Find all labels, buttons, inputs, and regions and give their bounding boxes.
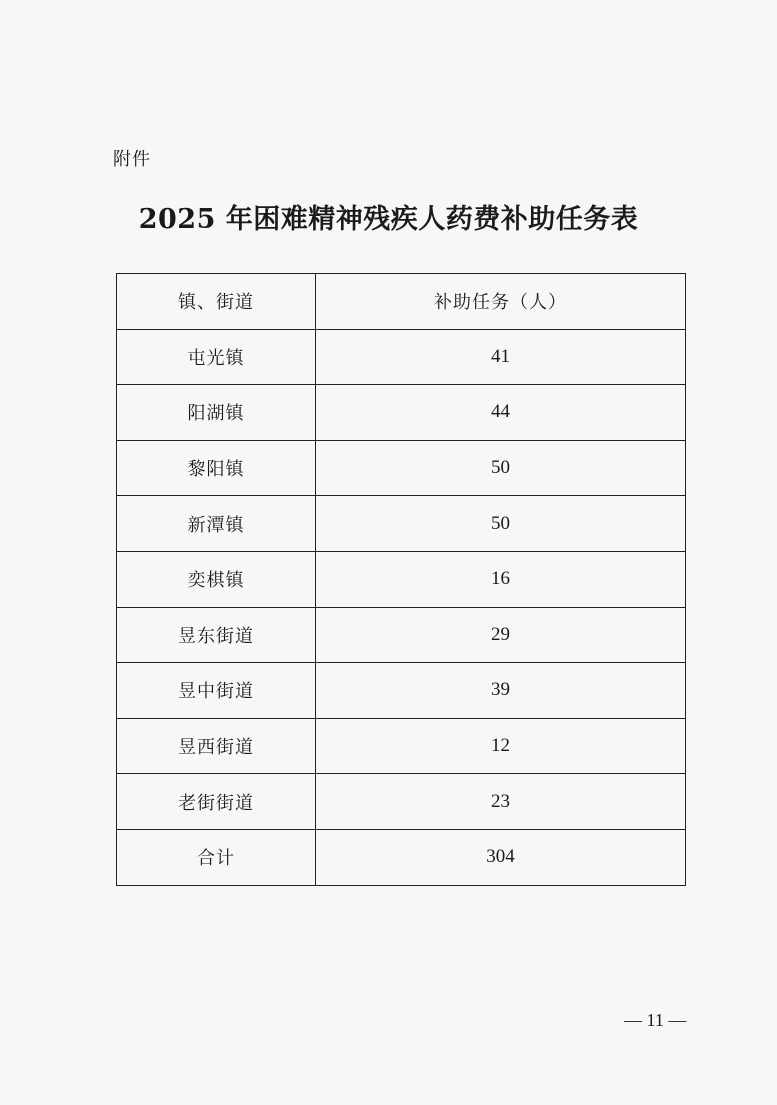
row-value: 39 — [316, 663, 686, 719]
table-row — [117, 329, 686, 385]
row-name: 昱西街道 — [117, 718, 316, 774]
table-row — [117, 496, 686, 552]
subsidy-task-table — [116, 273, 685, 886]
table-row — [117, 718, 686, 774]
table-row — [117, 440, 686, 496]
table-row — [117, 663, 686, 719]
table-row — [117, 774, 686, 830]
row-name: 昱东街道 — [117, 607, 316, 663]
table-row — [117, 551, 686, 607]
page-number: — 11 — — [624, 1010, 687, 1030]
table-total-row — [117, 829, 686, 885]
row-value: 29 — [316, 607, 686, 663]
total-label: 合计 — [117, 829, 316, 885]
row-value: 41 — [316, 329, 686, 385]
table-header-row — [117, 274, 686, 330]
document-title: 2025 年困难精神残疾人药费补助任务表 — [138, 204, 639, 235]
row-value: 50 — [316, 440, 686, 496]
table — [116, 273, 686, 886]
table-row — [117, 607, 686, 663]
row-value: 16 — [316, 551, 686, 607]
row-name: 昱中街道 — [117, 663, 316, 719]
table-row — [117, 385, 686, 441]
row-name: 奕棋镇 — [117, 551, 316, 607]
row-value: 50 — [316, 496, 686, 552]
row-name: 老街街道 — [117, 774, 316, 830]
row-name: 黎阳镇 — [117, 440, 316, 496]
row-name: 阳湖镇 — [117, 385, 316, 441]
row-value: 12 — [316, 718, 686, 774]
header-subsidy-task: 补助任务（人） — [316, 274, 686, 330]
total-value: 304 — [316, 829, 686, 885]
row-name: 屯光镇 — [117, 329, 316, 385]
attachment-label: 附件 — [113, 149, 151, 170]
header-town-street: 镇、街道 — [117, 274, 316, 330]
row-value: 44 — [316, 385, 686, 441]
row-name: 新潭镇 — [117, 496, 316, 552]
row-value: 23 — [316, 774, 686, 830]
